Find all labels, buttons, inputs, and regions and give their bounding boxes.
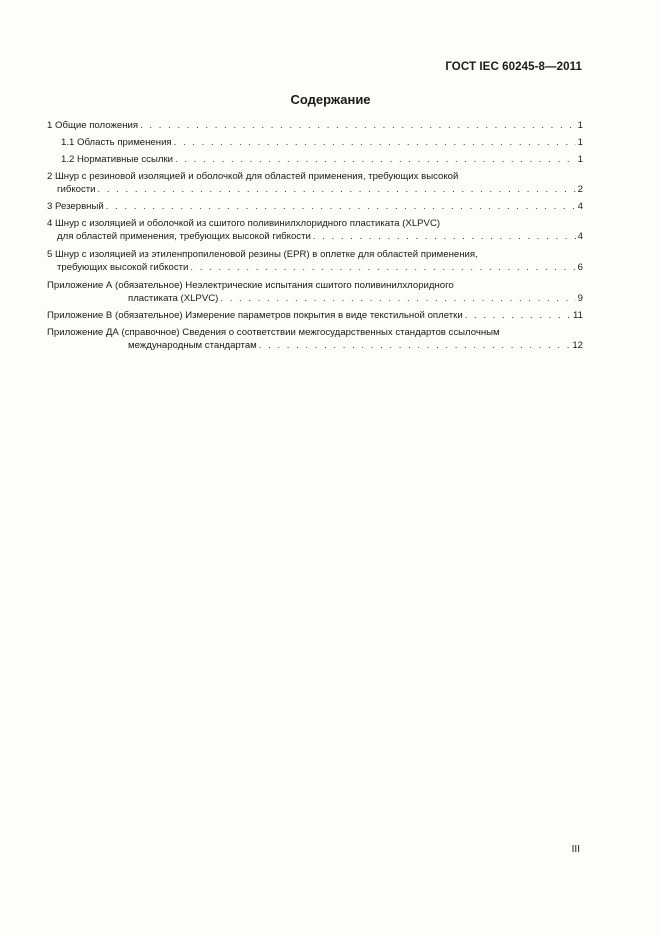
- toc-entry-page: 1: [577, 137, 583, 148]
- toc-entry-page: 12: [572, 340, 583, 351]
- toc-entry-page: 9: [577, 293, 583, 304]
- toc-entry-1[interactable]: [47, 119, 583, 132]
- toc-entry-text: 1.2 Нормативные ссылки: [61, 154, 174, 165]
- toc-entry-text: 3 Резервный: [47, 201, 104, 212]
- toc-entry-text-cont: требующих высокой гибкости: [57, 262, 189, 273]
- toc-entry-text: 1.1 Область применения: [61, 137, 172, 148]
- toc-title: Содержание: [290, 92, 371, 107]
- toc-entry-page: 4: [577, 201, 583, 212]
- page-number: III: [571, 844, 580, 855]
- toc-entry-text: 4 Шнур с изоляцией и оболочкой из сшитого поливинилхлоридного пластиката (XLPVC): [47, 218, 441, 229]
- toc-entry-4[interactable]: [47, 217, 583, 243]
- toc-entry-page: 11: [573, 310, 583, 321]
- standard-code: ГОСТ IEC 60245-8—2011: [445, 61, 582, 73]
- dot-leader: [174, 136, 576, 149]
- toc-entry-page: 4: [577, 231, 583, 242]
- toc-entry-text: 2 Шнур с резиновой изоляцией и оболочкой для областей применения, требующих высокой: [47, 171, 459, 182]
- toc-entry-text: Приложение А (обязательное) Неэлектрические испытания сшитого поливинилхлоридного: [47, 280, 454, 291]
- toc-entry-appendix-da[interactable]: [47, 326, 583, 352]
- toc-entry-text-cont: для областей применения, требующих высокой гибкости: [57, 231, 311, 242]
- toc-entry-text: 5 Шнур с изоляцией из этиленпропиленовой резины (EPR) в оплетке для областей применения,: [47, 249, 478, 260]
- toc-entry-page: 6: [577, 262, 583, 273]
- toc-entry-appendix-b[interactable]: [47, 309, 583, 322]
- toc-entry-page: 1: [577, 154, 583, 165]
- dot-leader: [259, 339, 571, 352]
- dot-leader: [140, 119, 576, 132]
- toc-entry-page: 1: [577, 120, 583, 131]
- dot-leader: [465, 309, 571, 322]
- table-of-contents: [47, 119, 583, 352]
- dot-leader: [313, 230, 576, 243]
- dot-leader: [175, 153, 576, 166]
- dot-leader: [220, 292, 575, 305]
- toc-entry-page: 2: [577, 184, 583, 195]
- toc-entry-1-1[interactable]: [47, 136, 583, 149]
- toc-entry-text-cont: международным стандартам: [128, 340, 257, 351]
- toc-entry-5[interactable]: [47, 248, 583, 274]
- toc-entry-text-cont: гибкости: [57, 184, 96, 195]
- toc-entry-1-2[interactable]: [47, 153, 583, 166]
- toc-entry-text: Приложение ДА (справочное) Сведения о соответствии межгосударственных стандартов ссылочным: [47, 327, 500, 338]
- dot-leader: [106, 200, 576, 213]
- toc-entry-text: Приложение В (обязательное) Измерение параметров покрытия в виде текстильной оплетки: [47, 310, 463, 321]
- dot-leader: [98, 183, 576, 196]
- toc-entry-2[interactable]: [47, 170, 583, 196]
- toc-entry-3[interactable]: [47, 200, 583, 213]
- toc-entry-appendix-a[interactable]: [47, 279, 583, 305]
- dot-leader: [190, 261, 575, 274]
- toc-entry-text: 1 Общие положения: [47, 120, 139, 131]
- toc-entry-text-cont: пластиката (XLPVC): [128, 293, 219, 304]
